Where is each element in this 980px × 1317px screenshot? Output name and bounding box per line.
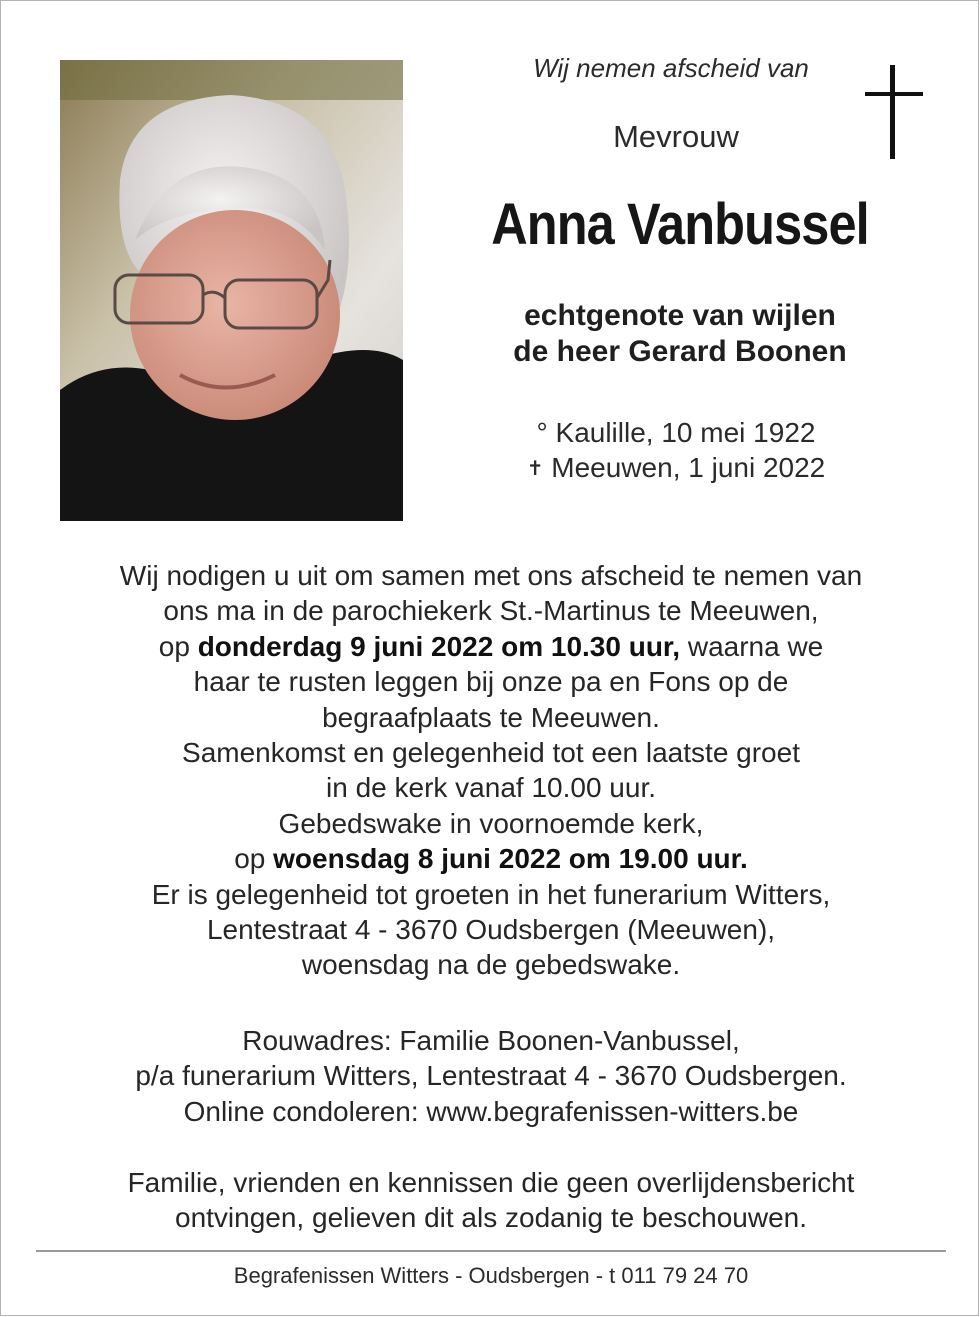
details-line: op woensdag 8 juni 2022 om 19.00 uur. [234, 843, 748, 875]
details-line: woensdag na de gebedswake. [301, 949, 681, 981]
notice-text [31, 1165, 951, 1236]
birth-icon: ° [536, 417, 548, 448]
divider [36, 1250, 946, 1252]
details-line: Er is gelegenheid tot groeten in het funerarium Witters, [151, 878, 831, 910]
details-line: Gebedswake in voornoemde kerk, [278, 807, 704, 839]
mourning-address [31, 1023, 951, 1129]
spouse-line-2: de heer Gerard Boonen [513, 335, 847, 368]
funeral-details [31, 558, 951, 983]
birth-text: Kaulille, 10 mei 1922 [555, 417, 816, 448]
birth-line [441, 415, 911, 450]
death-icon: ✝ [526, 458, 544, 480]
details-line: begraafplaats te Meeuwen. [322, 701, 660, 733]
spouse-line-1: echtgenote van wijlen [524, 299, 836, 332]
honorific: Mevrouw [613, 119, 739, 154]
wake-datetime: woensdag 8 juni 2022 om 19.00 uur. [273, 843, 748, 875]
intro-text: Wij nemen afscheid van [533, 53, 809, 83]
address-line: p/a funerarium Witters, Lentestraat 4 - 3670 Oudsbergen. [135, 1060, 847, 1092]
notice-line: Familie, vrienden en kennissen die geen overlijdensbericht [127, 1167, 855, 1198]
deceased-name: Anna Vanbussel [491, 192, 869, 257]
funeral-datetime: donderdag 9 juni 2022 om 10.30 uur, [197, 630, 681, 662]
life-dates [441, 415, 911, 489]
details-line: in de kerk vanaf 10.00 uur. [326, 772, 656, 804]
details-line: Wij nodigen u uit om samen met ons afscheid te nemen van [119, 560, 863, 591]
details-line: haar te rusten leggen bij onze pa en Fons op de [193, 666, 789, 698]
details-line: Samenkomst en gelegenheid tot een laatste groet [182, 737, 800, 769]
details-line: op donderdag 9 juni 2022 om 10.30 uur, waarna we [158, 630, 824, 662]
condolence-line: Online condoleren: www.begrafenissen-witters.be [183, 1095, 799, 1127]
details-line: Lentestraat 4 - 3670 Oudsbergen (Meeuwen), [206, 914, 776, 946]
details-line: ons ma in de parochiekerk St.-Martinus te Meeuwen, [163, 595, 819, 627]
death-line [441, 450, 911, 489]
footer-funeral-home: Begrafenissen Witters - Oudsbergen - t 011 79 24 70 [233, 1263, 749, 1288]
notice-line: ontvingen, gelieven dit als zodanig te beschouwen. [175, 1202, 807, 1234]
address-line: Rouwadres: Familie Boonen-Vanbussel, [242, 1025, 740, 1056]
death-text: Meeuwen, 1 juni 2022 [551, 452, 826, 483]
spouse-info [421, 298, 939, 370]
portrait-photo [60, 60, 403, 521]
